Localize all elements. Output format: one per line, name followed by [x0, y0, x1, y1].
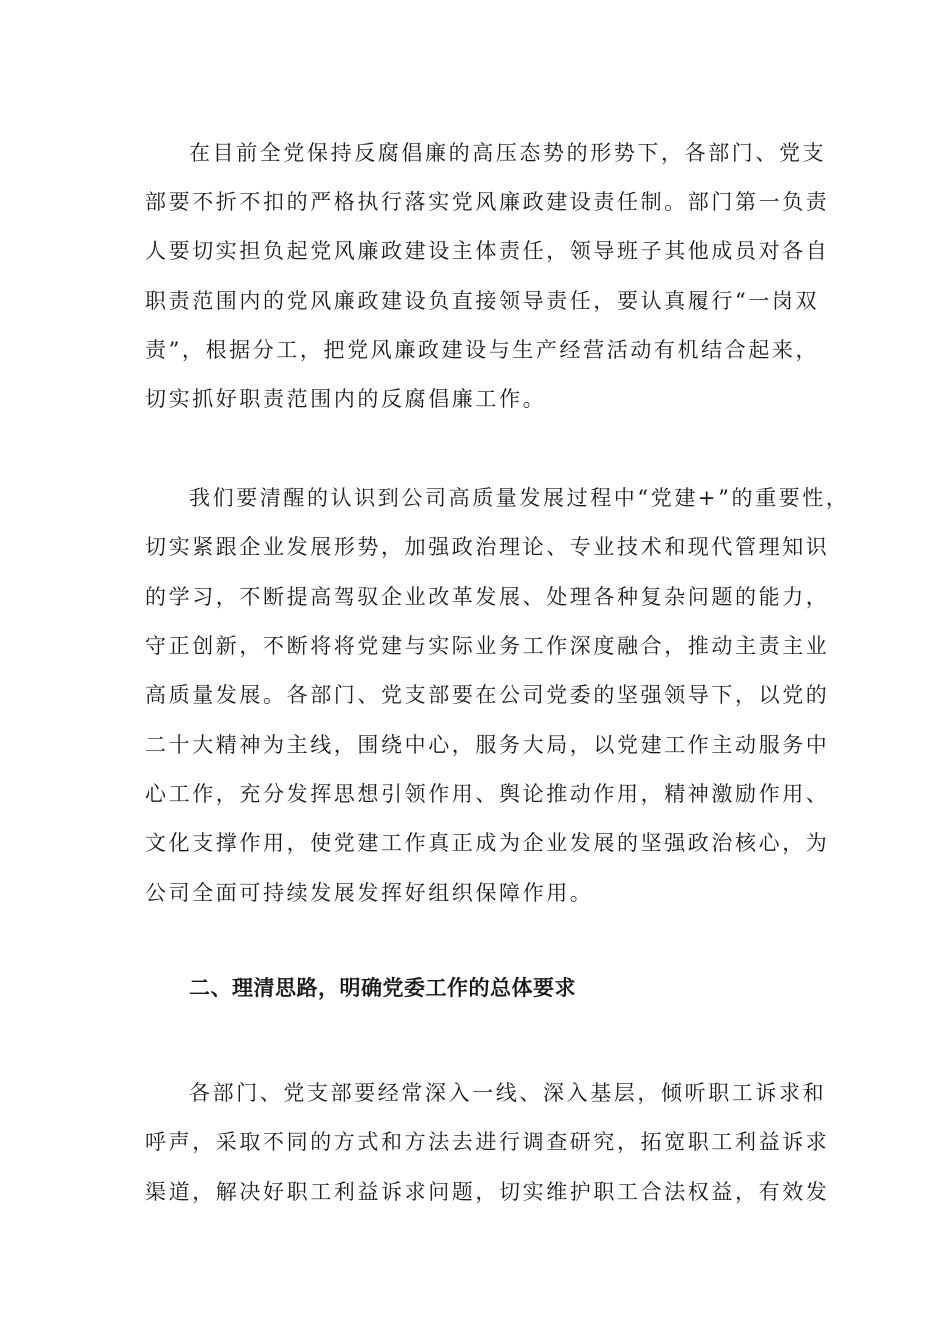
paragraph-line: 高质量发展。各部门、党支部要在公司党委的坚强领导下，以党的 [145, 683, 830, 707]
paragraph-line: 文化支撑作用，使党建工作真正成为企业发展的坚强政治核心，为 [145, 831, 830, 855]
paragraph-line: 公司全面可持续发展发挥好组织保障作用。 [145, 881, 594, 905]
paragraph-line: 二十大精神为主线，围绕中心，服务大局，以党建工作主动服务中 [145, 733, 830, 757]
paragraph-line: 渠道，解决好职工利益诉求问题，切实维护职工合法权益，有效发 [145, 1180, 830, 1204]
paragraph-line: 的学习，不断提高驾驭企业改革发展、处理各种复杂问题的能力， [145, 585, 830, 609]
paragraph-line: 责”，根据分工，把党风廉政建设与生产经营活动有机结合起来， [145, 338, 820, 362]
paragraph-line: 各部门、党支部要经常深入一线、深入基层，倾听职工诉求和 [189, 1081, 827, 1105]
paragraph-line: 心工作，充分发挥思想引领作用、舆论推动作用，精神激励作用、 [145, 782, 830, 806]
paragraph-line: 部要不折不扣的严格执行落实党风廉政建设责任制。部门第一负责 [145, 190, 830, 214]
paragraph-line: 在目前全党保持反腐倡廉的高压态势的形势下，各部门、党支 [189, 141, 827, 165]
paragraph-line: 守正创新，不断将将党建与实际业务工作深度融合，推动主责主业 [145, 634, 830, 658]
paragraph-line: 切实抓好职责范围内的反腐倡廉工作。 [145, 387, 547, 411]
paragraph-line: 职责范围内的党风廉政建设负直接领导责任，要认真履行“一岗双 [145, 289, 820, 313]
paragraph-line: 切实紧跟企业发展形势，加强政治理论、专业技术和现代管理知识 [145, 535, 830, 559]
paragraph-line: 呼声，采取不同的方式和方法去进行调查研究，拓宽职工利益诉求 [145, 1130, 830, 1154]
section-heading: 二、理清思路，明确党委工作的总体要求 [189, 976, 576, 1000]
paragraph-line: 我们要清醒的认识到公司高质量发展过程中“党建+”的重要性， [189, 486, 850, 510]
paragraph-line: 人要切实担负起党风廉政建设主体责任，领导班子其他成员对各自 [145, 239, 830, 263]
